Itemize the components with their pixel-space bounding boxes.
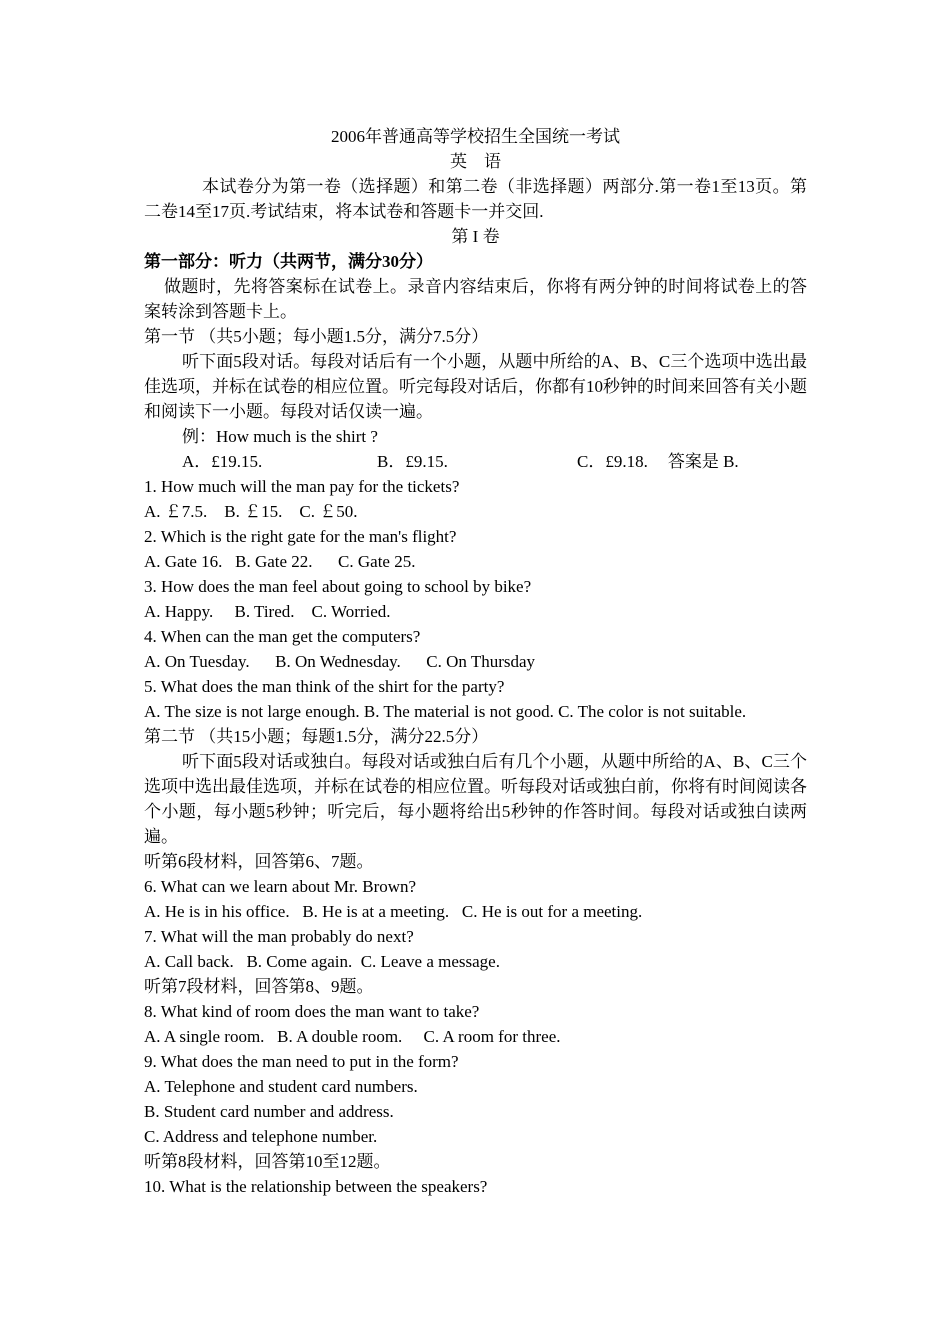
question-8: 8. What kind of room does the man want to take? [144, 1002, 480, 1021]
question-6-options: A. He is in his office. B. He is at a meeting. C. He is out for a meeting. [144, 902, 643, 921]
section1-heading: 第一节 （共5小题；每小题1.5分，满分7.5分） [144, 327, 489, 346]
volume-title: 第 I 卷 [451, 227, 500, 246]
question-7-options: A. Call back. B. Come again. C. Leave a message. [144, 952, 500, 971]
example-options [144, 449, 807, 474]
part1-heading: 第一部分：听力（共两节，满分30分） [144, 252, 433, 271]
exam-page [144, 124, 807, 1199]
question-9-option-b: B. Student card number and address. [144, 1102, 394, 1121]
question-3: 3. How does the man feel about going to school by bike? [144, 577, 532, 596]
question-6: 6. What can we learn about Mr. Brown? [144, 877, 417, 896]
question-4-options: A. On Tuesday. B. On Wednesday. C. On Thursday [144, 652, 536, 671]
part1-instruction: 做题时，先将答案标在试卷上。录音内容结束后，你将有两分钟的时间将试卷上的答案转涂到答题卡上。 [144, 277, 807, 321]
exam-intro: 本试卷分为第一卷（选择题）和第二卷（非选择题）两部分.第一卷1至13页。第二卷14至17页.考试结束，将本试卷和答题卡一并交回. [144, 177, 807, 221]
section2-instruction: 听下面5段对话或独白。每段对话或独白后有几个小题，从题中所给的A、B、C三个选项中选出最佳选项，并标在试卷的相应位置。听每段对话或独白前，你将有时间阅读各个小题，每小题5秒钟；听完后，每小题将给出5秒钟的作答时间。每段对话或独白读两遍。 [144, 752, 807, 846]
question-5: 5. What does the man think of the shirt for the party? [144, 677, 505, 696]
question-2: 2. Which is the right gate for the man's flight? [144, 527, 457, 546]
material-6-heading: 听第6段材料，回答第6、7题。 [144, 852, 374, 871]
question-1: 1. How much will the man pay for the tickets? [144, 477, 460, 496]
question-4: 4. When can the man get the computers? [144, 627, 421, 646]
question-2-options: A. Gate 16. B. Gate 22. C. Gate 25. [144, 552, 416, 571]
example-option-b: B．£9.15. [377, 452, 448, 471]
exam-title: 2006年普通高等学校招生全国统一考试 [331, 127, 620, 146]
section1-instruction: 听下面5段对话。每段对话后有一个小题，从题中所给的A、B、C三个选项中选出最佳选项，并标在试卷的相应位置。听完每段对话后，你都有10秒钟的时间来回答有关小题和阅读下一小题。每段对话仅读一遍。 [144, 352, 807, 421]
question-5-options: A. The size is not large enough. B. The material is not good. C. The color is not suitable. [144, 702, 747, 721]
example-question: 例：How much is the shirt ? [182, 427, 378, 446]
example-option-c: C．£9.18. [577, 452, 648, 471]
question-9-option-c: C. Address and telephone number. [144, 1127, 378, 1146]
example-option-a: A．£19.15. [182, 452, 263, 471]
question-3-options: A. Happy. B. Tired. C. Worried. [144, 602, 391, 621]
question-9-option-a: A. Telephone and student card numbers. [144, 1077, 418, 1096]
question-7: 7. What will the man probably do next? [144, 927, 414, 946]
question-9: 9. What does the man need to put in the form? [144, 1052, 459, 1071]
question-8-options: A. A single room. B. A double room. C. A room for three. [144, 1027, 561, 1046]
section2-heading: 第二节 （共15小题；每题1.5分，满分22.5分） [144, 727, 489, 746]
material-8-heading: 听第8段材料，回答第10至12题。 [144, 1152, 391, 1171]
question-10: 10. What is the relationship between the speakers? [144, 1177, 488, 1196]
question-1-options: A. ￡7.5. B. ￡15. C. ￡50. [144, 502, 358, 521]
example-answer: 答案是 B. [667, 452, 739, 471]
material-7-heading: 听第7段材料，回答第8、9题。 [144, 977, 374, 996]
subject-title: 英 语 [450, 152, 501, 171]
